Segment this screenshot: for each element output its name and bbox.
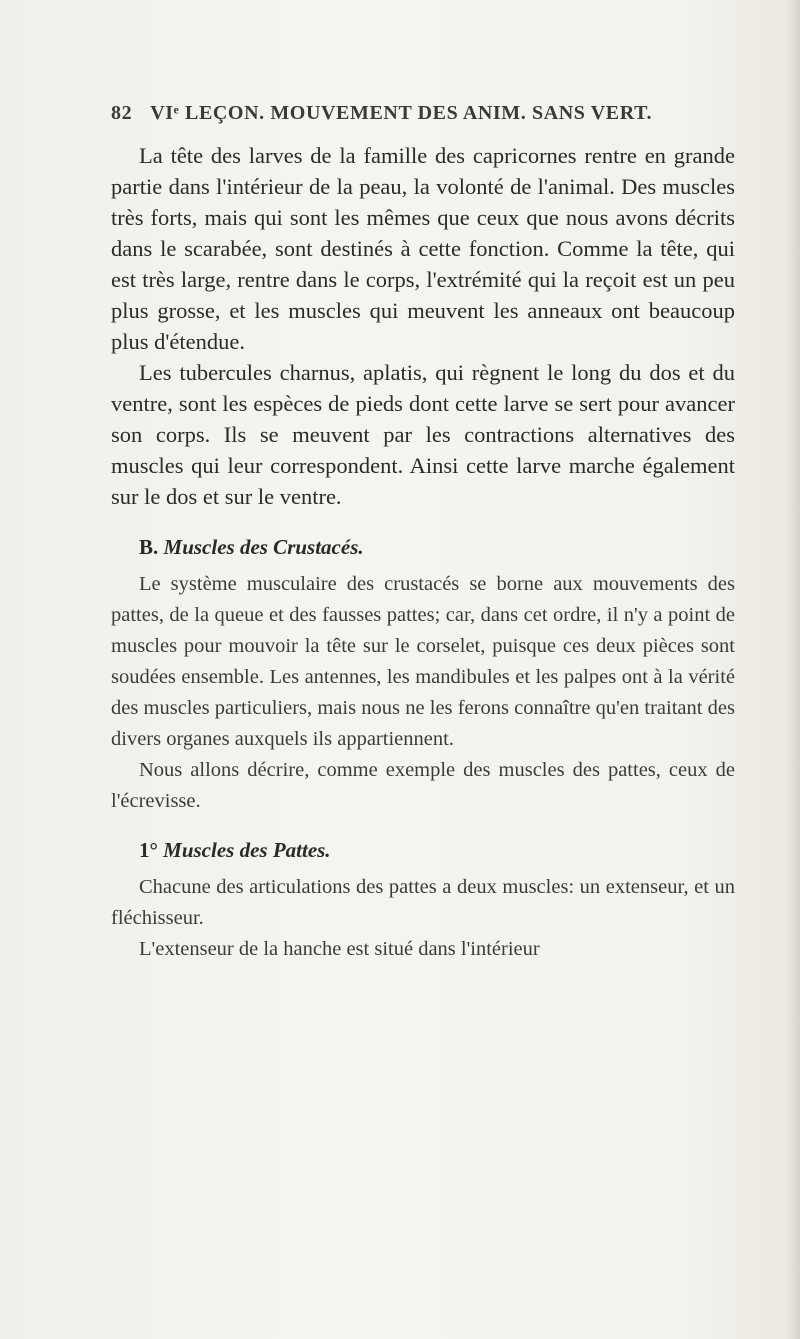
page-edge-shadow [786,0,800,1339]
page-number: 82 [111,102,133,124]
paragraph-crayfish-example: Nous allons décrire, comme exemple des muscles des pattes, ceux de l'écrevisse. [111,759,735,812]
section-heading-b [111,532,735,563]
running-title: VIᵉ LEÇON. MOUVEMENT DES ANIM. SANS VERT. [150,102,653,124]
paragraph-fleshy-tubercles: Les tubercules charnus, aplatis, qui règnent le long du dos et du ventre, sont les espèces de pieds dont cette larve se sert pour avancer son corps. Ils se meuvent par les contractions alternatives des muscles qui leur correspondent. Ainsi cette larve marche également sur le dos et sur le ventre. [111,360,735,509]
page-body [111,140,735,965]
paragraph-crustacean-muscles: Le système musculaire des crustacés se borne aux mouvements des pattes, de la queue et des fausses pattes; car, dans cet ordre, il n'y a point de muscles pour mouvoir la tête sur le corselet, puisque ces deux pièces sont soudées ensemble. Les antennes, les mandibules et les palpes ont à la vérité des muscles particuliers, mais nous ne les ferons connaître qu'en traitant des divers organes auxquels ils appartiennent. [111,573,735,750]
subsection-number: 1° [139,838,158,862]
running-header [111,102,751,125]
subsection-title: Muscles des Pattes. [163,838,331,862]
paragraph-hip-extensor: L'extenseur de la hanche est situé dans l'intérieur [139,938,540,960]
section-letter: B. [139,535,159,559]
subsection-heading-1 [111,835,735,866]
paragraph-capricorn-larvae-head: La tête des larves de la famille des capricornes rentre en grande partie dans l'intérieur de la peau, la volonté de l'animal. Des muscles très forts, mais qui sont les mêmes que ceux que nous avons décrits dans le scarabée, sont destinés à cette fonction. Comme la tête, qui est très large, rentre dans le corps, l'extrémité qui la reçoit est un peu plus grosse, et les muscles qui meuvent les anneaux ont beaucoup plus d'étendue. [111,143,735,354]
section-title: Muscles des Crustacés. [163,535,364,559]
paragraph-articulations: Chacune des articulations des pattes a deux muscles: un extenseur, et un fléchisseur. [111,876,735,929]
